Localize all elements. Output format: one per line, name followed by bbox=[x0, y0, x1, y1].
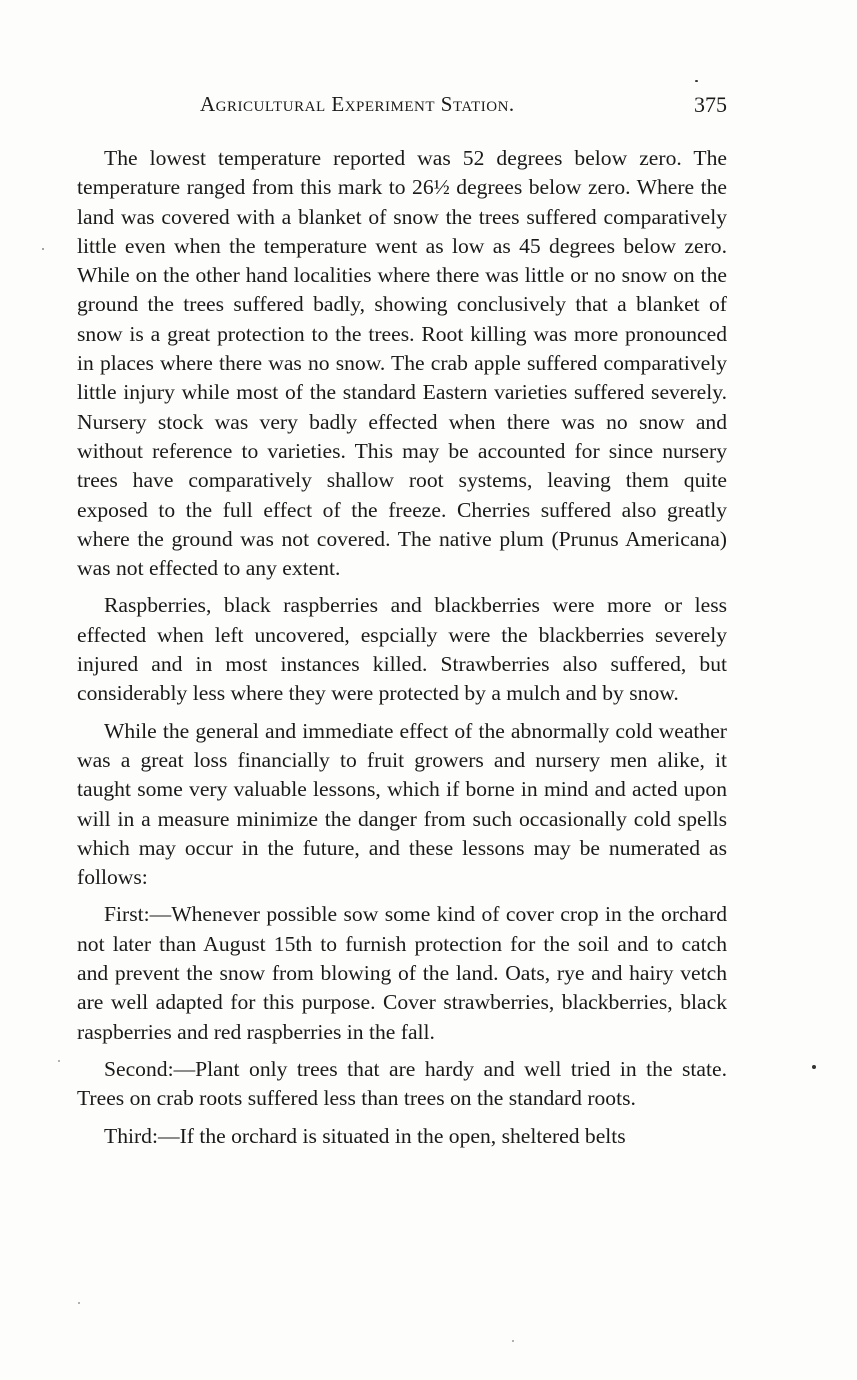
running-head bbox=[200, 92, 727, 126]
running-title: Agricultural Experiment Station. bbox=[200, 92, 515, 116]
print-speck bbox=[512, 1340, 514, 1342]
paragraph-lessons: While the general and immediate effect of the abnormally cold weather was a great loss financially to fruit growers and nursery men alike, it taught some very valuable lessons, which if borne in mind and acted upon will in a measure minimize the danger from such occasionally cold spells which may occur in the future, and these lessons may be numerated as follows: bbox=[77, 718, 727, 890]
paragraph-third-lesson: Third:—If the orchard is situated in the open, sheltered belts bbox=[104, 1123, 626, 1148]
page-number: 375 bbox=[694, 92, 727, 117]
paragraph-berries: Raspberries, black raspberries and blackberries were more or less effected when left uncovered, espcially were the blackberries severely injured and in most instances killed. Strawberries also suffered, but considerably less where they were protected by a mulch and by snow. bbox=[77, 593, 727, 706]
print-speck bbox=[695, 80, 698, 82]
print-speck bbox=[58, 1060, 60, 1062]
paragraph-first-lesson: First:—Whenever possible sow some kind of cover crop in the orchard not later than August 15th to furnish protection for the soil and to catch and prevent the snow from blowing of the land. Oats, rye and hairy vetch are well adapted for this purpose. Cover strawberries, blackberries, black raspberries and red raspberries in the fall. bbox=[77, 902, 727, 1044]
body-text bbox=[77, 144, 727, 1159]
paragraph-second-lesson: Second:—Plant only trees that are hardy and well tried in the state. Trees on crab roots suffered less than trees on the standard roots. bbox=[77, 1056, 727, 1111]
print-speck bbox=[812, 1065, 816, 1069]
paragraph-winter-damage: The lowest temperature reported was 52 degrees below zero. The temperature ranged from this mark to 26½ degrees below zero. Where the land was covered with a blanket of snow the trees suffered comparatively little even when the temperature went as low as 45 degrees below zero. While on the other hand localities where there was little or no snow on the ground the trees suffered badly, showing conclusively that a blanket of snow is a great protection to the trees. Root killing was more pronounced in places where there was no snow. The crab apple suffered comparatively little injury while most of the standard Eastern varieties suffered severely. Nursery stock was very badly effected when there was no snow and without reference to varieties. This may be accounted for since nursery trees have comparatively shallow root systems, leaving them quite exposed to the full effect of the freeze. Cherries suffered also greatly where the ground was not covered. The native plum (Prunus Americana) was not effected to any extent. bbox=[77, 146, 727, 581]
print-speck bbox=[78, 1302, 80, 1304]
print-speck bbox=[42, 248, 44, 250]
